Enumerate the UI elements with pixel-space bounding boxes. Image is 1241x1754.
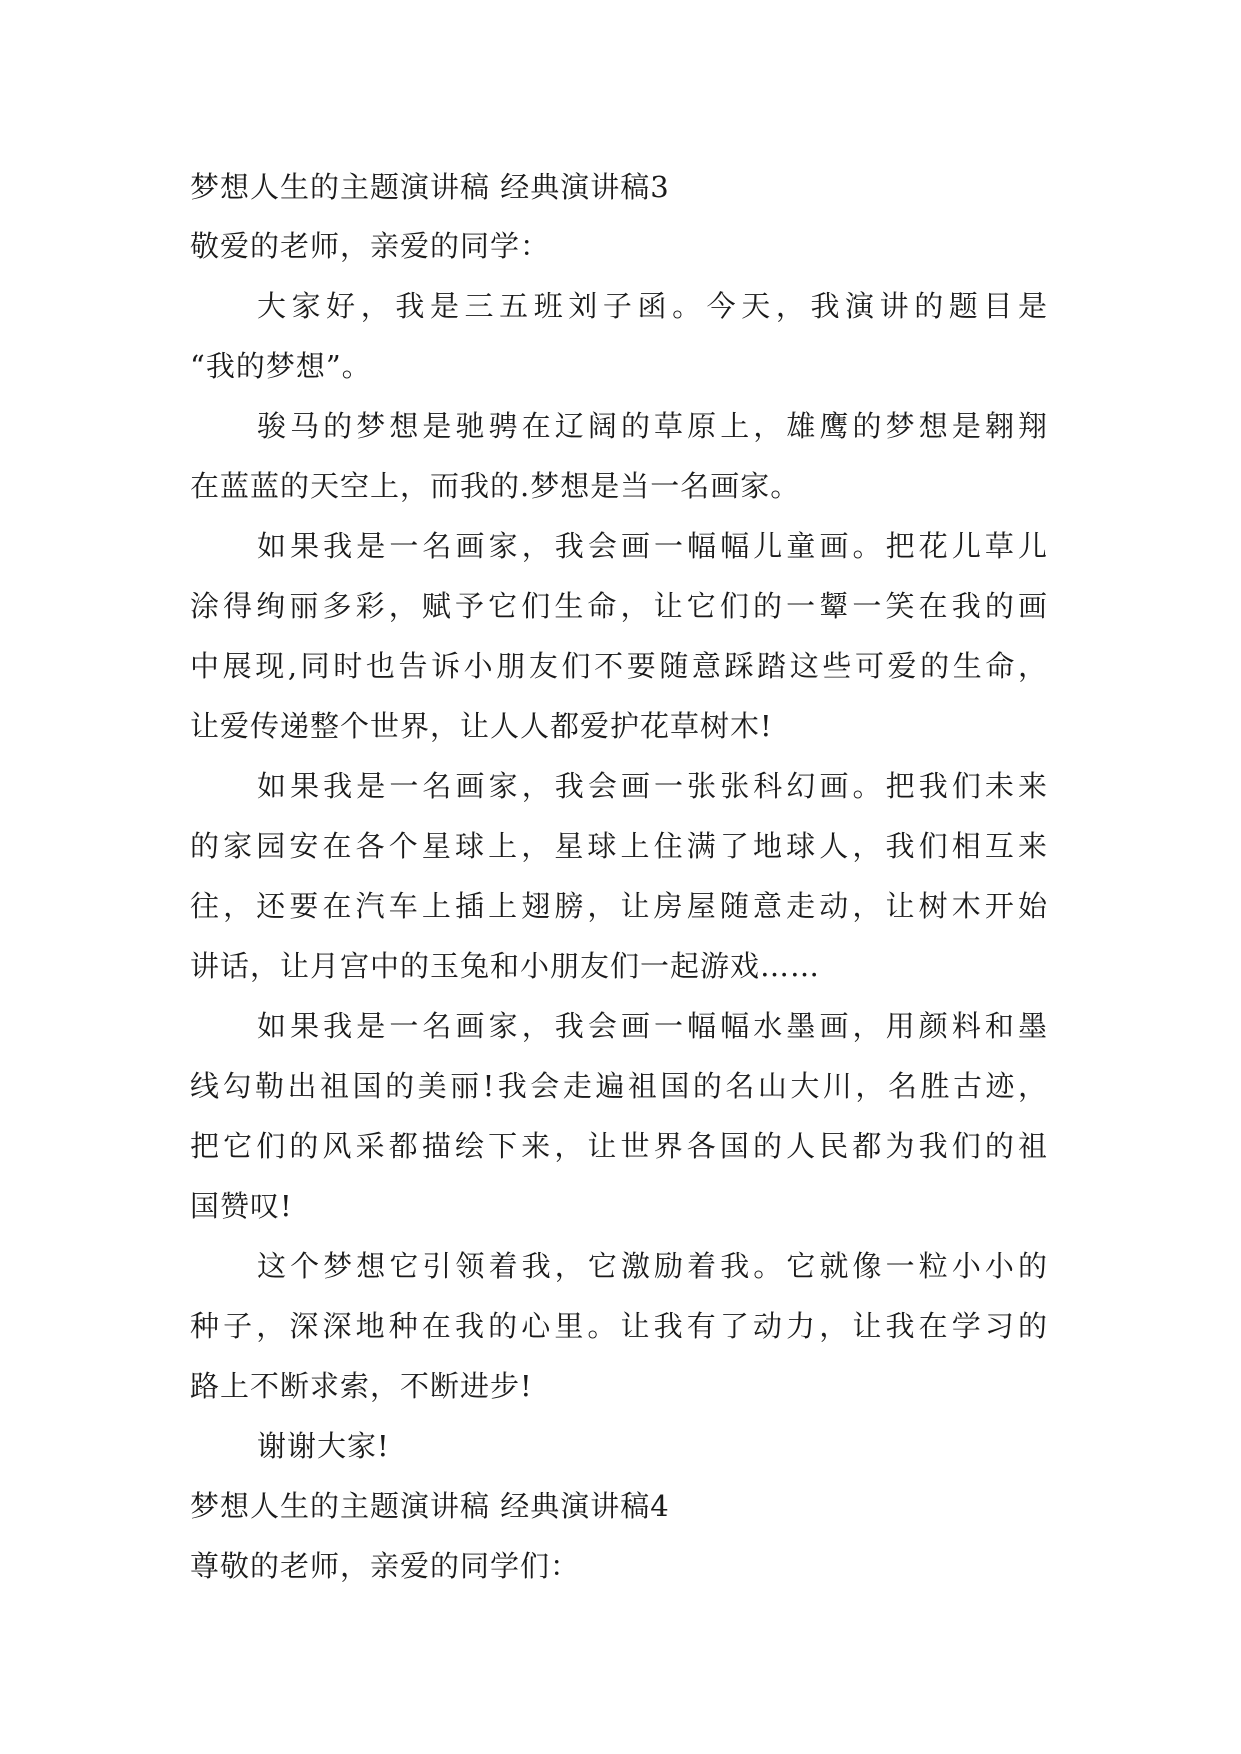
salutation: 敬爱的老师，亲爱的同学： (190, 229, 551, 263)
section-heading-3: 梦想人生的主题演讲稿 经典演讲稿3 (190, 170, 670, 204)
paragraph-line: 骏马的梦想是驰骋在辽阔的草原上，雄鹰的梦想是翱翔 (257, 409, 1048, 443)
paragraph-line: 如果我是一名画家，我会画一幅幅儿童画。把花儿草儿 (257, 529, 1048, 563)
paragraph-line: 往，还要在汽车上插上翅膀，让房屋随意走动，让树木开始 (190, 889, 1048, 923)
paragraph-line: 路上不断求索，不断进步! (190, 1369, 533, 1403)
paragraph-line: 线勾勒出祖国的美丽!我会走遍祖国的名山大川，名胜古迹， (190, 1069, 1048, 1103)
paragraph-line: 国赞叹! (190, 1189, 293, 1223)
paragraph-line: 种子，深深地种在我的心里。让我有了动力，让我在学习的 (190, 1309, 1048, 1343)
paragraph-line: 把它们的风采都描绘下来，让世界各国的人民都为我们的祖 (190, 1129, 1048, 1163)
paragraph-line: 的家园安在各个星球上，星球上住满了地球人，我们相互来 (190, 829, 1048, 863)
paragraph-line: 涂得绚丽多彩，赋予它们生命，让它们的一颦一笑在我的画 (190, 589, 1048, 623)
paragraph-line: 让爱传递整个世界，让人人都爱护花草树木! (190, 709, 773, 743)
paragraph-line: 中展现,同时也告诉小朋友们不要随意踩踏这些可爱的生命， (190, 649, 1048, 683)
paragraph-line: 这个梦想它引领着我，它激励着我。它就像一粒小小的 (257, 1249, 1048, 1283)
section-heading-4: 梦想人生的主题演讲稿 经典演讲稿4 (190, 1489, 670, 1523)
paragraph-line: 如果我是一名画家，我会画一幅幅水墨画，用颜料和墨 (257, 1009, 1048, 1043)
paragraph-line: 大家好，我是三五班刘子函。今天，我演讲的题目是 (257, 289, 1048, 323)
closing-line: 谢谢大家! (257, 1429, 390, 1463)
paragraph-line: 讲话，让月宫中的玉兔和小朋友们一起游戏…… (190, 949, 821, 983)
salutation: 尊敬的老师，亲爱的同学们： (190, 1549, 581, 1583)
paragraph-line: 在蓝蓝的天空上，而我的.梦想是当一名画家。 (190, 469, 801, 503)
paragraph-line: “我的梦想”。 (190, 349, 372, 383)
paragraph-line: 如果我是一名画家，我会画一张张科幻画。把我们未来 (257, 769, 1048, 803)
